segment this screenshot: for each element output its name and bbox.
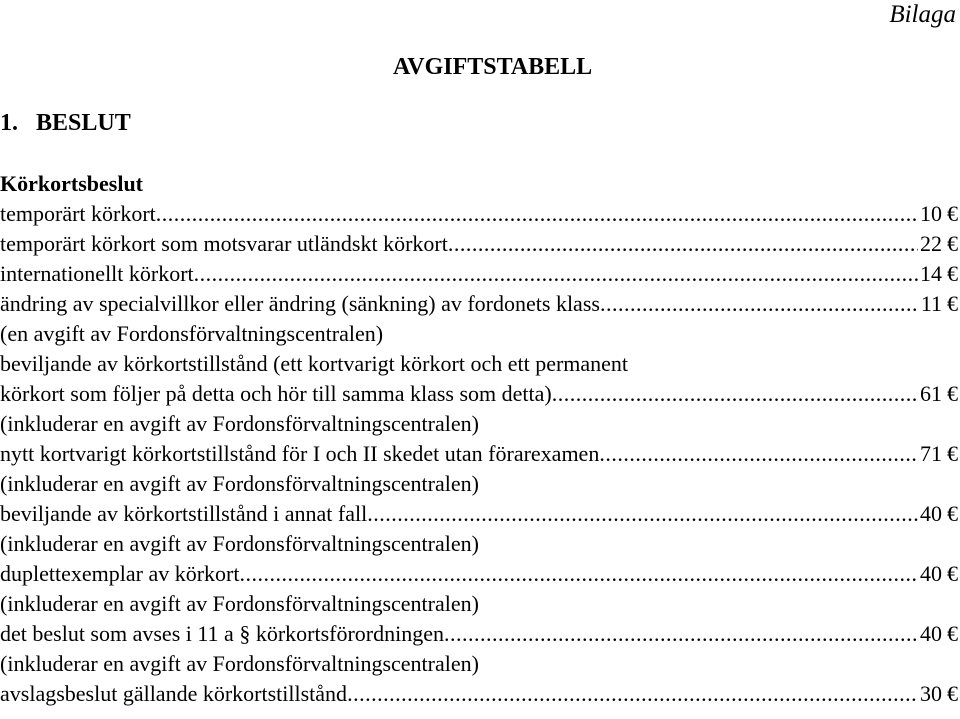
dot-leader bbox=[448, 229, 918, 259]
fee-description: avslagsbeslut gällande körkortstillstånd bbox=[0, 681, 348, 706]
fee-amount: 30 bbox=[920, 681, 942, 706]
fee-note: (inkluderar en avgift av Fordonsförvaltningscentralen) bbox=[0, 411, 479, 436]
fee-amount: 40 bbox=[920, 561, 942, 586]
fee-amount: 11 bbox=[920, 291, 942, 316]
dot-leader bbox=[347, 679, 918, 709]
euro-sign: € bbox=[947, 291, 958, 316]
euro-sign: € bbox=[947, 561, 958, 586]
fee-note: (inkluderar en avgift av Fordonsförvaltningscentralen) bbox=[0, 651, 479, 676]
dot-leader bbox=[600, 289, 919, 319]
fee-description: temporärt körkort som motsvarar utländskt körkort bbox=[0, 231, 448, 256]
euro-sign: € bbox=[947, 201, 958, 226]
fee-row bbox=[0, 439, 960, 469]
dot-leader bbox=[444, 619, 918, 649]
section-title: BESLUT bbox=[36, 110, 131, 136]
fee-row bbox=[0, 679, 960, 709]
fee-description: nytt kortvarigt körkortstillstånd för I och II skedet utan förarexamen bbox=[0, 441, 600, 466]
fee-amount: 14 bbox=[920, 261, 942, 286]
fee-row bbox=[0, 229, 960, 259]
dot-leader bbox=[552, 379, 918, 409]
fee-description: körkort som följer på detta och hör till samma klass som detta) bbox=[0, 381, 552, 406]
euro-sign: € bbox=[947, 231, 958, 256]
euro-sign: € bbox=[947, 621, 958, 646]
dot-leader bbox=[599, 439, 918, 469]
fee-list bbox=[0, 169, 960, 709]
fee-description: beviljande av körkortstillstånd (ett kortvarigt körkort och ett permanent bbox=[0, 351, 629, 376]
fee-description: det beslut som avses i 11 a § körkortsförordningen bbox=[0, 621, 444, 646]
appendix-label: Bilaga bbox=[889, 1, 956, 28]
document-title: AVGIFTSTABELL bbox=[393, 54, 593, 80]
dot-leader bbox=[156, 199, 918, 229]
fee-note: (en avgift av Fordonsförvaltningscentralen) bbox=[0, 321, 384, 346]
dot-leader bbox=[194, 259, 918, 289]
fee-row bbox=[0, 289, 960, 319]
fee-amount: 10 bbox=[920, 201, 942, 226]
dot-leader bbox=[367, 499, 918, 529]
fee-note: (inkluderar en avgift av Fordonsförvaltningscentralen) bbox=[0, 591, 479, 616]
fee-amount: 71 bbox=[920, 441, 942, 466]
fee-description: internationellt körkort bbox=[0, 261, 194, 286]
euro-sign: € bbox=[947, 441, 958, 466]
fee-amount: 22 bbox=[920, 231, 942, 256]
dot-leader bbox=[239, 559, 918, 589]
euro-sign: € bbox=[947, 381, 958, 406]
fee-row bbox=[0, 619, 960, 649]
fee-amount: 40 bbox=[920, 621, 942, 646]
fee-row-continuation bbox=[0, 349, 960, 379]
fee-description: beviljande av körkortstillstånd i annat fall bbox=[0, 501, 368, 526]
euro-sign: € bbox=[947, 501, 958, 526]
fee-description: duplettexemplar av körkort bbox=[0, 561, 240, 586]
fee-row bbox=[0, 199, 960, 229]
euro-sign: € bbox=[947, 261, 958, 286]
euro-sign: € bbox=[947, 681, 958, 706]
subheading: Körkortsbeslut bbox=[0, 171, 143, 196]
fee-row bbox=[0, 499, 960, 529]
fee-amount: 61 bbox=[920, 381, 942, 406]
section-number: 1. bbox=[0, 110, 18, 136]
fee-note: (inkluderar en avgift av Fordonsförvaltningscentralen) bbox=[0, 531, 479, 556]
fee-row bbox=[0, 379, 960, 409]
fee-note: (inkluderar en avgift av Fordonsförvaltningscentralen) bbox=[0, 471, 479, 496]
fee-row bbox=[0, 259, 960, 289]
section-heading bbox=[0, 108, 131, 138]
fee-amount: 40 bbox=[920, 501, 942, 526]
fee-entries bbox=[0, 199, 960, 709]
fee-description: temporärt körkort bbox=[0, 201, 156, 226]
fee-description: ändring av specialvillkor eller ändring (sänkning) av fordonets klass bbox=[0, 291, 600, 316]
fee-row bbox=[0, 559, 960, 589]
